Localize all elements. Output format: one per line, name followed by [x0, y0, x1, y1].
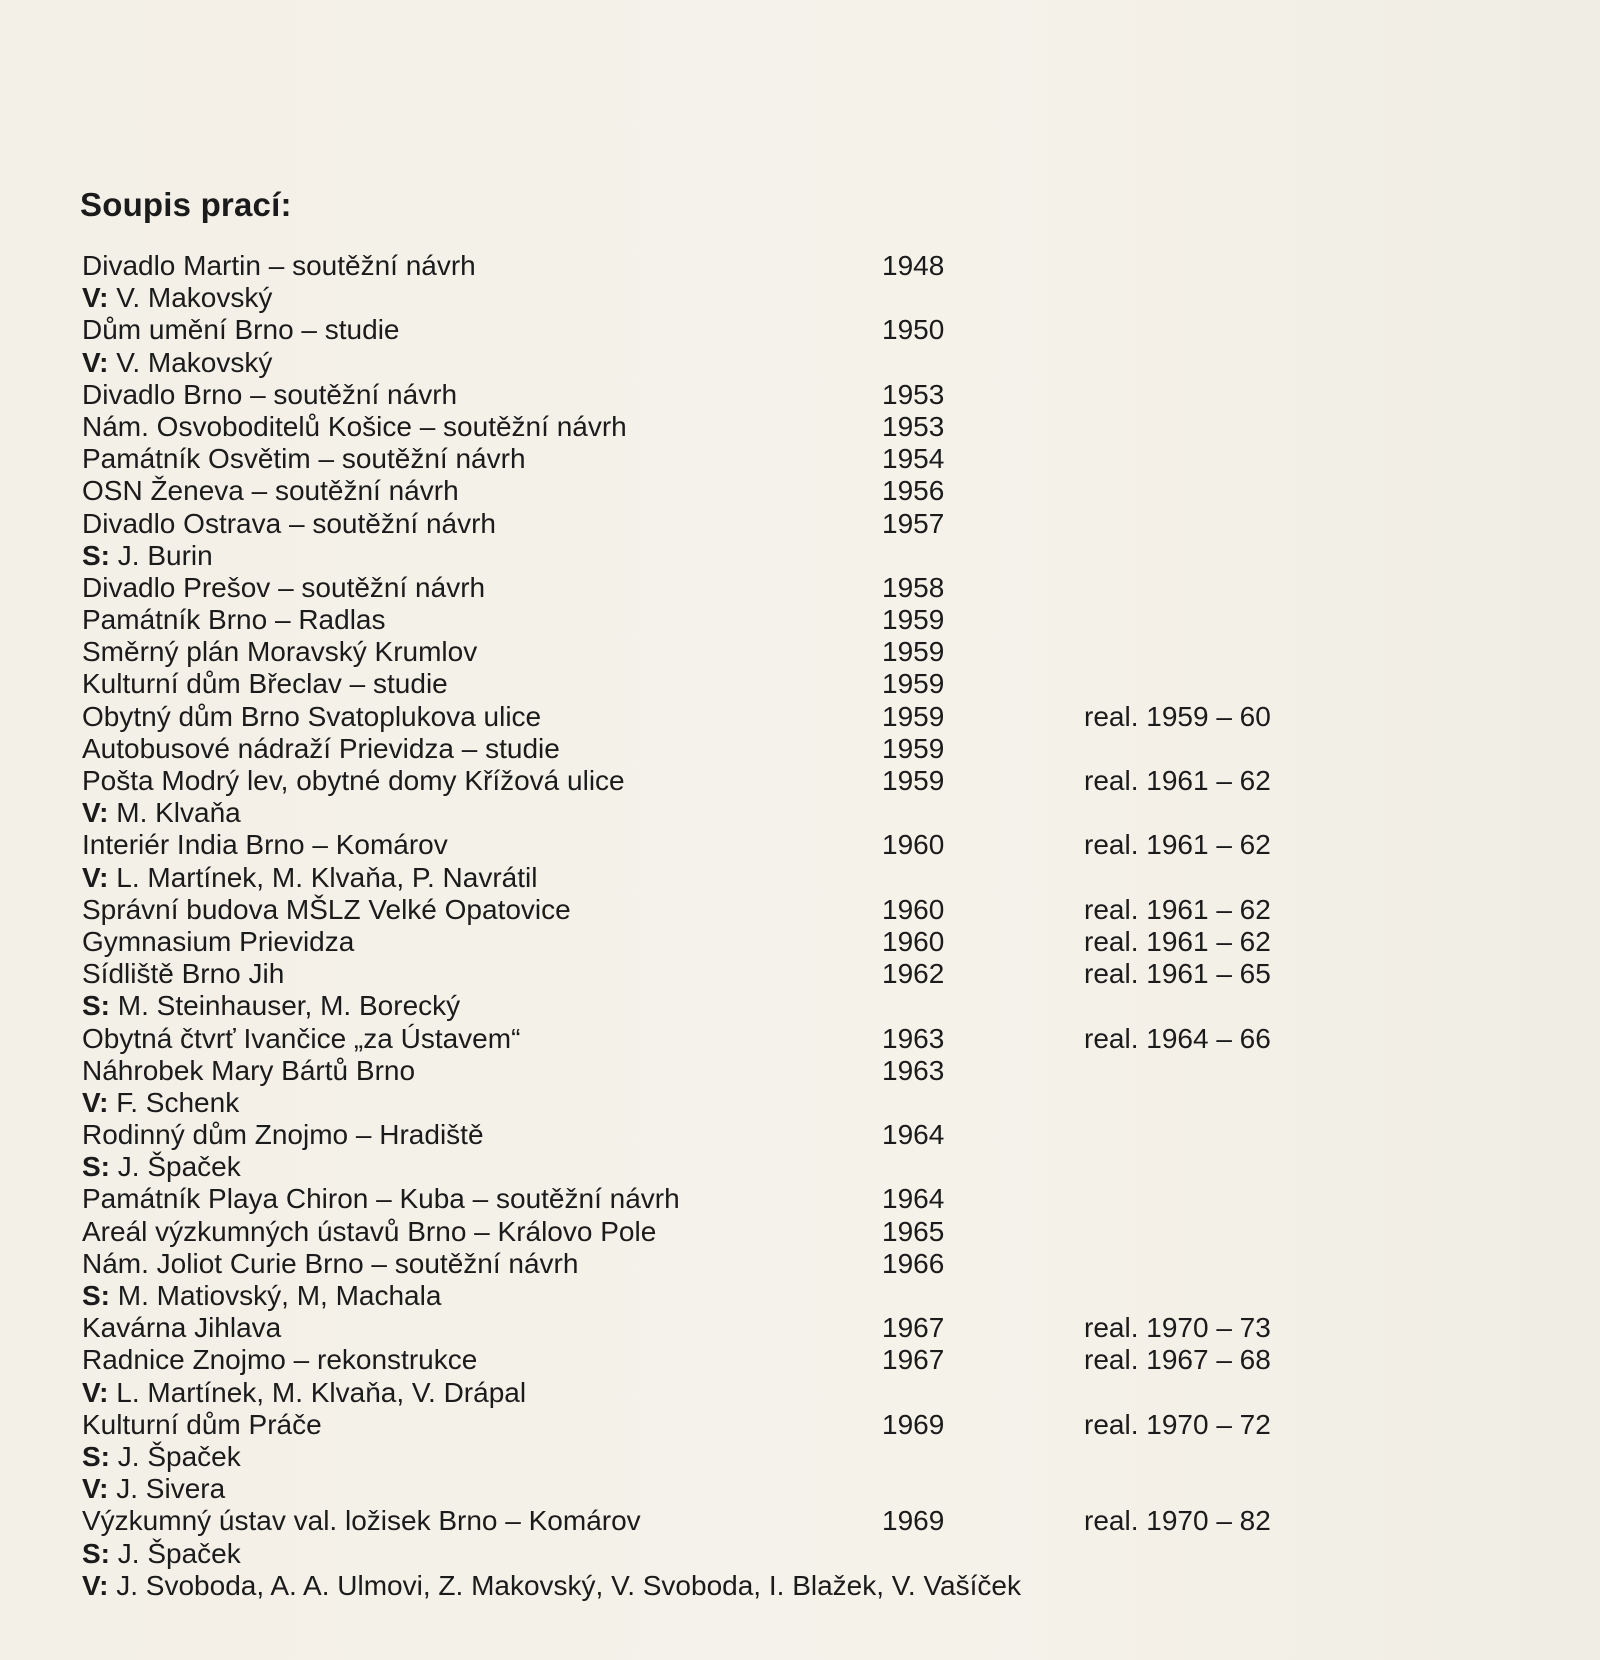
- work-year: 1967: [882, 1344, 945, 1376]
- credit-line: [82, 540, 213, 572]
- credit-line: [82, 1280, 441, 1312]
- work-title: Rodinný dům Znojmo – Hradiště: [82, 1119, 484, 1151]
- work-year: 1948: [882, 250, 945, 281]
- work-realization: real. 1967 – 68: [1084, 1344, 1271, 1376]
- work-title: Sídliště Brno Jih: [82, 958, 285, 990]
- work-title: Obytná čtvrť Ivančice „za Ústavem“: [82, 1022, 521, 1054]
- work-entry: [82, 701, 1542, 733]
- work-year: 1960: [882, 925, 945, 957]
- work-title: Nám. Joliot Curie Brno – soutěžní návrh: [82, 1247, 579, 1279]
- credit-line: [82, 1538, 241, 1570]
- work-title: Památník Playa Chiron – Kuba – soutěžní návrh: [82, 1183, 680, 1215]
- work-entry: [82, 1023, 1542, 1055]
- work-title: Kavárna Jihlava: [82, 1312, 282, 1344]
- credit-names: J. Burin: [117, 539, 213, 571]
- credit-entry: [82, 1280, 1542, 1312]
- work-title: Kulturní dům Břeclav – studie: [82, 668, 448, 700]
- work-entry: [82, 926, 1542, 958]
- work-realization: real. 1970 – 72: [1084, 1408, 1271, 1440]
- work-entry: [82, 508, 1542, 540]
- credit-label: V:: [82, 1086, 109, 1118]
- work-year: 1965: [882, 1215, 945, 1247]
- credit-entry: [82, 1570, 1542, 1602]
- credit-line: [82, 862, 537, 894]
- work-realization: real. 1970 – 82: [1084, 1505, 1271, 1537]
- work-entry: [82, 1344, 1542, 1376]
- work-title: Směrný plán Moravský Krumlov: [82, 636, 478, 668]
- work-entry: [82, 1119, 1542, 1151]
- credit-names: F. Schenk: [116, 1086, 240, 1118]
- work-entry: [82, 958, 1542, 990]
- credit-entry: [82, 1441, 1542, 1473]
- credit-line: [82, 282, 272, 314]
- credit-label: V:: [82, 1473, 109, 1505]
- work-title: Gymnasium Prievidza: [82, 925, 355, 957]
- credit-entry: [82, 990, 1542, 1022]
- work-title: Obytný dům Brno Svatoplukova ulice: [82, 700, 542, 732]
- work-entry: [82, 250, 1542, 282]
- credit-entry: [82, 1151, 1542, 1183]
- work-year: 1967: [882, 1312, 945, 1344]
- work-year: 1959: [882, 604, 945, 636]
- credit-line: [82, 347, 272, 379]
- work-title: Nám. Osvoboditelů Košice – soutěžní návrh: [82, 410, 627, 442]
- credit-entry: [82, 862, 1542, 894]
- work-title: Výzkumný ústav val. ložisek Brno – Komárov: [82, 1505, 641, 1537]
- work-realization: real. 1961 – 62: [1084, 893, 1271, 925]
- work-entry: [82, 668, 1542, 700]
- work-year: 1953: [882, 410, 945, 442]
- work-year: 1954: [882, 443, 945, 475]
- work-year: 1959: [882, 668, 945, 700]
- page-title: Soupis prací:: [80, 186, 292, 223]
- work-entry: [82, 1248, 1542, 1280]
- work-entry: [82, 443, 1542, 475]
- credit-names: J. Sivera: [116, 1473, 226, 1505]
- work-year: 1958: [882, 571, 945, 603]
- work-title: Interiér India Brno – Komárov: [82, 829, 448, 861]
- work-realization: real. 1964 – 66: [1084, 1022, 1271, 1054]
- work-entry: [82, 379, 1542, 411]
- credit-label: V:: [82, 282, 109, 314]
- work-entry: [82, 894, 1542, 926]
- credit-label: V:: [82, 861, 109, 893]
- work-entry: [82, 829, 1542, 861]
- credit-names: J. Svoboda, A. A. Ulmovi, Z. Makovský, V. Svoboda, I. Blažek, V. Vašíček: [116, 1569, 1021, 1601]
- work-title: Správní budova MŠLZ Velké Opatovice: [82, 893, 571, 925]
- credit-entry: [82, 1538, 1542, 1570]
- work-entry: [82, 636, 1542, 668]
- work-realization: real. 1959 – 60: [1084, 700, 1271, 732]
- credit-names: M. Steinhauser, M. Borecký: [117, 990, 461, 1022]
- credit-entry: [82, 797, 1542, 829]
- work-title: Dům umění Brno – studie: [82, 314, 400, 346]
- work-title: Autobusové nádraží Prievidza – studie: [82, 732, 560, 764]
- credit-entry: [82, 540, 1542, 572]
- work-year: 1963: [882, 1054, 945, 1086]
- work-title: Náhrobek Mary Bártů Brno: [82, 1054, 416, 1086]
- work-entry: [82, 604, 1542, 636]
- credit-label: S:: [82, 539, 110, 571]
- credit-label: V:: [82, 346, 109, 378]
- credit-line: [82, 1151, 241, 1183]
- work-title: OSN Ženeva – soutěžní návrh: [82, 475, 459, 507]
- credit-label: S:: [82, 1440, 110, 1472]
- work-entry: [82, 765, 1542, 797]
- credit-line: [82, 1377, 526, 1409]
- work-entry: [82, 1216, 1542, 1248]
- work-year: 1950: [882, 314, 945, 346]
- credit-line: [82, 797, 241, 829]
- work-realization: real. 1961 – 62: [1084, 925, 1271, 957]
- credit-line: [82, 1570, 1021, 1602]
- work-year: 1964: [882, 1183, 945, 1215]
- credit-label: S:: [82, 1537, 110, 1569]
- credit-names: V. Makovský: [116, 282, 273, 314]
- works-list: [82, 250, 1542, 1602]
- work-entry: [82, 411, 1542, 443]
- work-entry: [82, 1183, 1542, 1215]
- work-year: 1959: [882, 732, 945, 764]
- work-title: Památník Brno – Radlas: [82, 604, 386, 636]
- credit-names: M. Klvaňa: [116, 797, 241, 829]
- work-year: 1960: [882, 829, 945, 861]
- credit-entry: [82, 1473, 1542, 1505]
- work-realization: real. 1970 – 73: [1084, 1312, 1271, 1344]
- work-title: Divadlo Ostrava – soutěžní návrh: [82, 507, 496, 539]
- credit-entry: [82, 1377, 1542, 1409]
- credit-names: L. Martínek, M. Klvaňa, P. Navrátil: [116, 861, 538, 893]
- work-realization: real. 1961 – 62: [1084, 765, 1271, 796]
- credit-label: S:: [82, 990, 110, 1022]
- credit-entry: [82, 282, 1542, 314]
- work-entry: [82, 1409, 1542, 1441]
- work-year: 1969: [882, 1505, 945, 1537]
- work-entry: [82, 1505, 1542, 1537]
- work-entry: [82, 314, 1542, 346]
- work-year: 1959: [882, 700, 945, 732]
- credit-names: J. Špaček: [117, 1151, 241, 1183]
- work-year: 1969: [882, 1408, 945, 1440]
- work-year: 1960: [882, 893, 945, 925]
- work-title: Divadlo Martin – soutěžní návrh: [82, 250, 476, 281]
- credit-label: V:: [82, 797, 109, 829]
- credit-names: V. Makovský: [116, 346, 273, 378]
- work-title: Radnice Znojmo – rekonstrukce: [82, 1344, 478, 1376]
- credit-line: [82, 990, 460, 1022]
- work-year: 1956: [882, 475, 945, 507]
- credit-label: S:: [82, 1151, 110, 1183]
- work-year: 1966: [882, 1247, 945, 1279]
- work-realization: real. 1961 – 65: [1084, 958, 1271, 990]
- work-year: 1953: [882, 378, 945, 410]
- work-entry: [82, 733, 1542, 765]
- credit-label: V:: [82, 1376, 109, 1408]
- credit-names: J. Špaček: [117, 1440, 241, 1472]
- work-year: 1962: [882, 958, 945, 990]
- credit-names: L. Martínek, M. Klvaňa, V. Drápal: [116, 1376, 527, 1408]
- work-title: Památník Osvětim – soutěžní návrh: [82, 443, 526, 475]
- work-year: 1957: [882, 507, 945, 539]
- work-title: Divadlo Brno – soutěžní návrh: [82, 378, 458, 410]
- work-year: 1964: [882, 1119, 945, 1151]
- credit-label: S:: [82, 1280, 110, 1311]
- credit-line: [82, 1473, 225, 1505]
- credit-entry: [82, 347, 1542, 379]
- work-entry: [82, 572, 1542, 604]
- work-year: 1963: [882, 1022, 945, 1054]
- credit-entry: [82, 1087, 1542, 1119]
- credit-line: [82, 1087, 239, 1119]
- work-entry: [82, 1312, 1542, 1344]
- work-entry: [82, 1055, 1542, 1087]
- credit-names: M. Matiovský, M, Machala: [117, 1280, 442, 1311]
- work-year: 1959: [882, 636, 945, 668]
- credit-names: J. Špaček: [117, 1537, 241, 1569]
- work-realization: real. 1961 – 62: [1084, 829, 1271, 861]
- work-title: Divadlo Prešov – soutěžní návrh: [82, 571, 486, 603]
- credit-label: V:: [82, 1569, 109, 1601]
- work-year: 1959: [882, 765, 945, 796]
- work-entry: [82, 475, 1542, 507]
- work-title: Pošta Modrý lev, obytné domy Křížová ulice: [82, 765, 625, 796]
- work-title: Areál výzkumných ústavů Brno – Královo Pole: [82, 1215, 657, 1247]
- work-title: Kulturní dům Práče: [82, 1408, 322, 1440]
- credit-line: [82, 1441, 241, 1473]
